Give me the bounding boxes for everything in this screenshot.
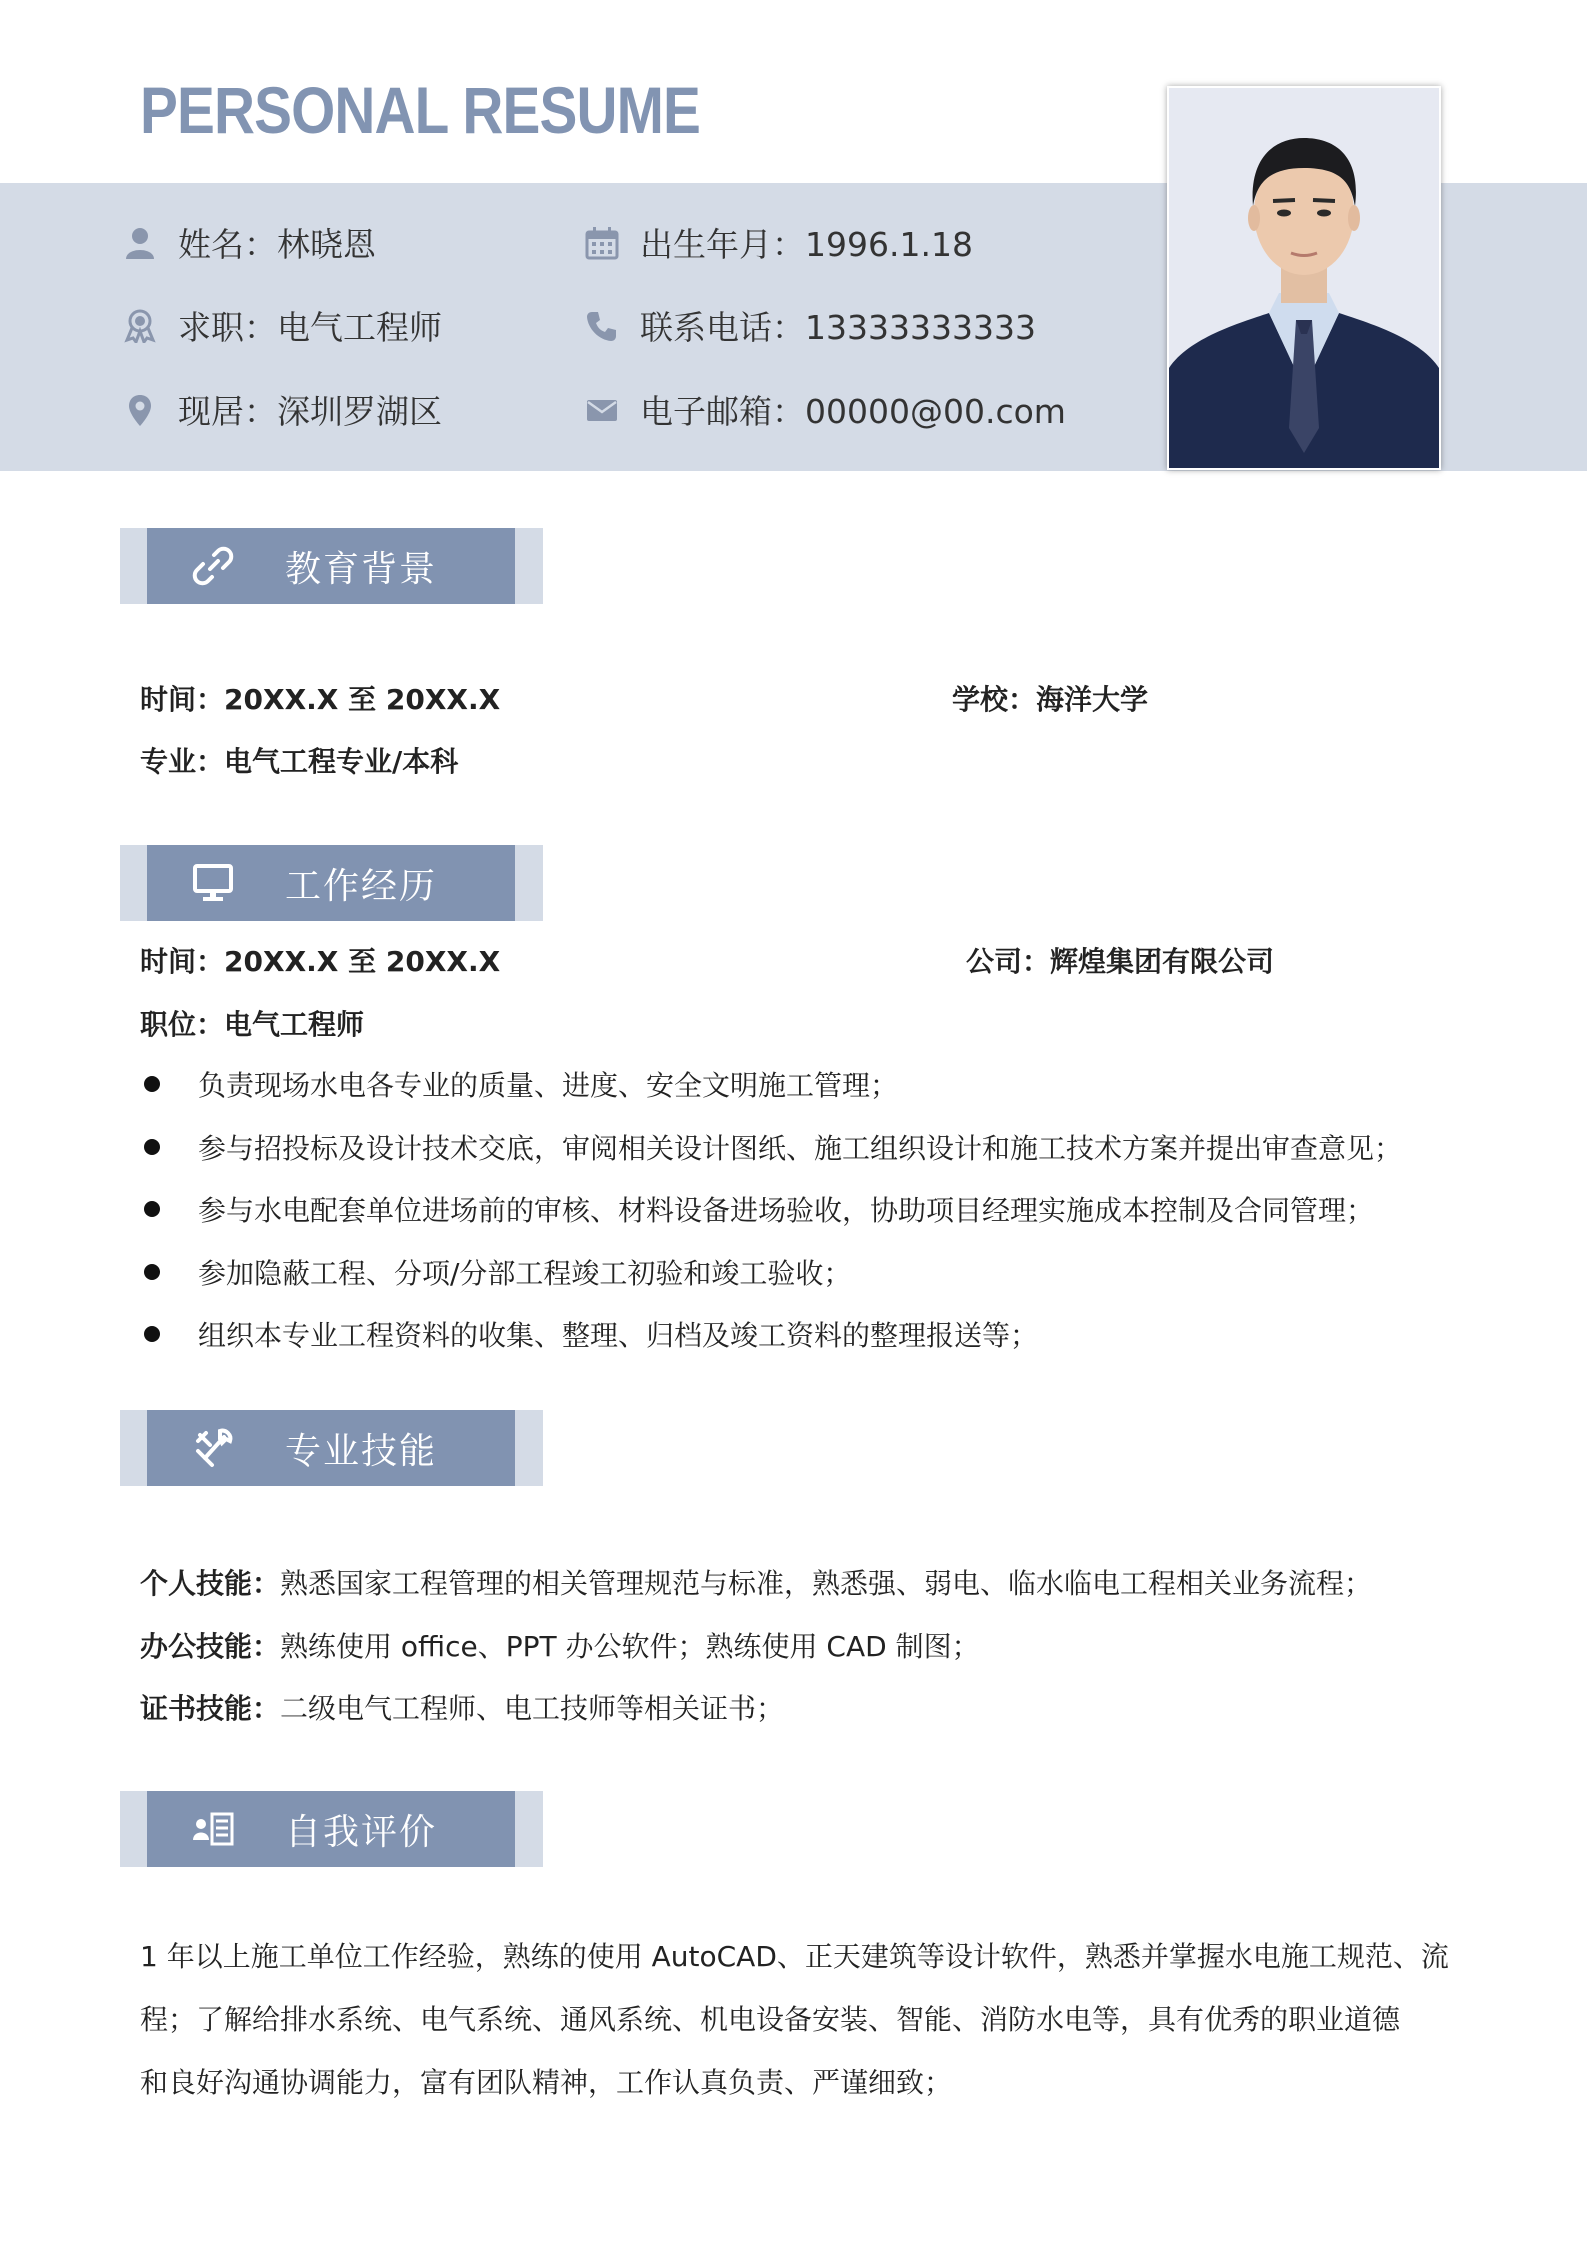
work-bullet-text: 组织本专业工程资料的收集、整理、归档及竣工资料的整理报送等； [198,1319,1039,1352]
section-header-bar [147,1410,515,1486]
info-birth [582,219,973,266]
skill-item [140,1687,784,1727]
edu-time [140,678,500,718]
info-location [120,386,442,433]
work-company-label: 公司： [966,945,1051,978]
info-name-text: 姓名：林晓恩 [178,225,376,264]
profile-card-icon [189,1805,237,1853]
info-phone [582,302,1036,349]
skill-value: 熟练使用 office、PPT 办公软件；熟练使用 CAD 制图； [280,1630,980,1663]
portrait-illustration [1169,88,1439,468]
edu-school [952,678,1148,718]
self-line: 和良好沟通协调能力，富有团队精神，工作认真负责、严谨细致； [140,2066,953,2099]
section-header-bar [147,1791,515,1867]
bullet-dot [144,1326,160,1342]
work-position-value: 电气工程师 [224,1008,365,1041]
info-email-text: 电子邮箱：00000@00.com [640,392,1066,431]
work-time-label: 时间： [140,945,225,978]
section-header-bar [147,845,515,921]
edu-school-value: 海洋大学 [1036,683,1149,716]
work-time-value: 20XX.X 至 20XX.X [224,945,501,978]
skill-value: 熟悉国家工程管理的相关管理规范与标准，熟悉强、弱电、临水临电工程相关业务流程； [280,1567,1373,1600]
skill-item [140,1562,1372,1602]
monitor-icon [189,859,237,907]
work-company [966,940,1274,980]
section-title: 专业技能 [285,1430,438,1472]
info-phone-text: 联系电话：13333333333 [640,308,1036,347]
person-icon [120,223,160,263]
bullet-dot [144,1264,160,1280]
info-job [120,302,442,349]
edu-school-label: 学校： [952,683,1037,716]
skill-label: 个人技能： [140,1567,281,1600]
phone-icon [582,306,622,346]
calendar-icon [582,223,622,263]
work-bullet [140,1127,1402,1167]
work-bullet [140,1189,1374,1229]
work-bullet-text: 参加隐蔽工程、分项/分部工程竣工初验和竣工验收； [198,1257,852,1290]
edu-major-value: 电气工程专业/本科 [224,745,459,778]
info-name [120,219,376,266]
section-header-skills [120,1410,543,1486]
self-line: 程；了解给排水系统、电气系统、通风系统、机电设备安装、智能、消防水电等，具有优秀的职业道德 [140,2003,1401,2036]
section-header-self [120,1791,543,1867]
work-position [140,1003,364,1043]
bullet-dot [144,1139,160,1155]
section-header-work [120,845,543,921]
link-icon [189,542,237,590]
edu-major [140,740,458,780]
self-line: 1 年以上施工单位工作经验，熟练的使用 AutoCAD、正天建筑等设计软件，熟悉并掌握水电施工规范、流 [140,1940,1449,1973]
profile-photo [1167,86,1441,470]
edu-time-label: 时间： [140,683,225,716]
award-icon [120,306,160,346]
section-title: 教育背景 [285,548,438,590]
info-email [582,386,1066,433]
skill-label: 办公技能： [140,1630,281,1663]
edu-major-label: 专业： [140,745,225,778]
section-title: 自我评价 [285,1811,438,1853]
mail-icon [582,390,622,430]
section-header-education [120,528,543,604]
skill-item [140,1625,980,1665]
info-birth-text: 出生年月：1996.1.18 [640,225,973,264]
work-bullet [140,1064,898,1104]
bullet-dot [144,1201,160,1217]
location-pin-icon [120,390,160,430]
edu-time-value: 20XX.X 至 20XX.X [224,683,501,716]
work-time [140,940,500,980]
work-bullet-text: 负责现场水电各专业的质量、进度、安全文明施工管理； [198,1069,899,1102]
info-location-text: 现居：深圳罗湖区 [178,392,442,431]
section-header-bar [147,528,515,604]
section-title: 工作经历 [285,865,438,907]
work-bullet [140,1314,1038,1354]
bullet-dot [144,1076,160,1092]
skill-label: 证书技能： [140,1692,281,1725]
work-company-value: 辉煌集团有限公司 [1050,945,1275,978]
work-position-label: 职位： [140,1008,225,1041]
info-job-text: 求职：电气工程师 [178,308,442,347]
work-bullet-text: 参与招投标及设计技术交底，审阅相关设计图纸、施工组织设计和施工技术方案并提出审查意见； [198,1132,1403,1165]
work-bullet-text: 参与水电配套单位进场前的审核、材料设备进场验收，协助项目经理实施成本控制及合同管理； [198,1194,1375,1227]
self-evaluation [140,1925,1460,2114]
skill-value: 二级电气工程师、电工技师等相关证书； [280,1692,785,1725]
tools-icon [189,1424,237,1472]
work-bullet [140,1252,851,1292]
resume-title: PERSONAL RESUME [140,73,701,147]
